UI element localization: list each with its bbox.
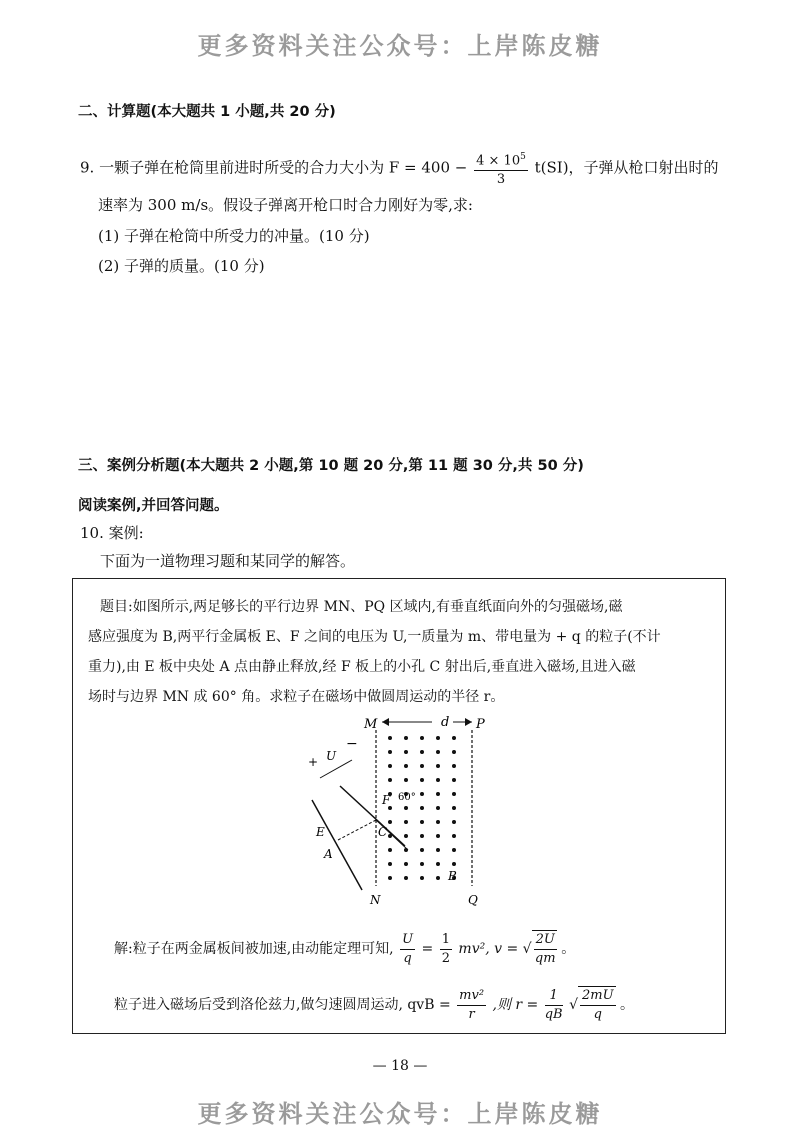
- magnetic-field-dots: [388, 736, 456, 880]
- solution1-frac2-num: 1: [440, 931, 452, 950]
- question9-frac-exp: 5: [520, 152, 526, 162]
- solution2-sqrt-den: q: [593, 1007, 602, 1022]
- field-dot: [420, 778, 424, 782]
- field-dot: [436, 806, 440, 810]
- label-B: B: [448, 869, 457, 883]
- section3-heading: 三、案例分析题(本大题共 2 小题,第 10 题 20 分,第 11 题 30 分,共 50 分): [78, 458, 584, 474]
- field-dot: [452, 806, 456, 810]
- field-dot: [436, 820, 440, 824]
- solution1-frac1-den: q: [403, 950, 412, 966]
- solution1-mid: mv², v =: [458, 941, 519, 957]
- solution2-frac-num: mv²: [457, 987, 486, 1006]
- field-dot: [404, 764, 408, 768]
- solution2-sqrt-sign: √: [569, 997, 578, 1013]
- solution1-frac1-num: U: [400, 931, 415, 950]
- field-dot: [452, 750, 456, 754]
- field-dot: [388, 848, 392, 852]
- question9-fraction: [474, 148, 528, 189]
- label-A: A: [324, 847, 333, 861]
- label-angle: 60°: [398, 792, 416, 803]
- field-dot: [452, 834, 456, 838]
- field-dot: [404, 778, 408, 782]
- solution2-frac2-den: qB: [544, 1006, 563, 1022]
- field-dot: [420, 750, 424, 754]
- question9-prefix: 9. 一颗子弹在枪筒里前进时所受的合力大小为 F = 400 −: [80, 158, 468, 177]
- field-dot: [388, 820, 392, 824]
- field-dot: [452, 820, 456, 824]
- solution2-sqrt: [578, 986, 616, 1024]
- field-dot: [420, 876, 424, 880]
- label-N: N: [370, 893, 381, 907]
- field-dot: [404, 750, 408, 754]
- solution1-sqrt-num: 2U: [534, 931, 557, 950]
- label-plus: +: [308, 755, 319, 769]
- section2-heading: 二、计算题(本大题共 1 小题,共 20 分): [78, 104, 336, 120]
- solution-line1: [114, 930, 575, 968]
- field-dot: [420, 848, 424, 852]
- instruction: 阅读案例,并回答问题。: [78, 498, 229, 514]
- field-dot: [404, 820, 408, 824]
- field-dot: [404, 736, 408, 740]
- field-dot: [420, 862, 424, 866]
- solution1-frac2-den: 2: [441, 950, 450, 966]
- solution2-frac2-num: 1: [545, 987, 563, 1006]
- field-dot: [452, 862, 456, 866]
- field-dot: [436, 848, 440, 852]
- field-dot: [436, 736, 440, 740]
- problem-line2: 感应强度为 B,两平行金属板 E、F 之间的电压为 U,一质量为 m、带电量为 + q 的粒子(不计: [88, 629, 661, 645]
- solution2-prefix: 粒子进入磁场后受到洛伦兹力,做匀速圆周运动, qvB =: [114, 997, 451, 1013]
- solution1-end: 。: [561, 941, 576, 957]
- page-number: — 18 —: [372, 1058, 428, 1074]
- field-dot: [436, 834, 440, 838]
- problem-line4: 场时与边界 MN 成 60° 角。求粒子在磁场中做圆周运动的半径 r。: [88, 689, 505, 705]
- solution1-frac2: [440, 931, 452, 968]
- field-dot: [388, 862, 392, 866]
- field-dot: [420, 736, 424, 740]
- solution-line2: [114, 986, 634, 1024]
- plate-E: [312, 800, 362, 890]
- d-arrowhead-right: [465, 718, 472, 726]
- field-dot: [436, 876, 440, 880]
- field-dot: [388, 876, 392, 880]
- physics-diagram: [290, 708, 520, 908]
- field-dot: [420, 792, 424, 796]
- label-C: C: [378, 825, 388, 839]
- field-dot: [436, 778, 440, 782]
- solution1-sqrt-den: qm: [534, 951, 556, 966]
- label-M: M: [364, 717, 378, 732]
- field-dot: [404, 876, 408, 880]
- solution1-frac1: [400, 931, 415, 968]
- question10-intro: 下面为一道物理习题和某同学的解答。: [100, 552, 356, 570]
- label-Q: Q: [468, 893, 478, 907]
- solution2-sqrt-num: 2mU: [580, 987, 616, 1006]
- field-dot: [388, 764, 392, 768]
- field-dot: [452, 848, 456, 852]
- solution1-eq: =: [421, 941, 434, 957]
- field-dot: [452, 778, 456, 782]
- question9-line2: 速率为 300 m/s。假设子弹离开枪口时合力刚好为零,求:: [98, 196, 473, 214]
- solution2-mid: ,则 r =: [492, 997, 539, 1013]
- question9-suffix: t(SI)，子弹从枪口射出时的: [534, 158, 719, 177]
- plate-F: [340, 786, 405, 846]
- problem-line1: 题目:如图所示,两足够长的平行边界 MN、PQ 区域内,有垂直纸面向外的匀强磁场,磁: [100, 599, 623, 615]
- label-P: P: [476, 717, 485, 732]
- solution1-sqrt: [532, 930, 557, 968]
- label-minus: −: [346, 736, 358, 752]
- field-dot: [388, 778, 392, 782]
- solution1-sqrt-sign: √: [522, 941, 532, 957]
- field-dot: [436, 764, 440, 768]
- d-arrowhead-left: [382, 718, 389, 726]
- field-dot: [452, 736, 456, 740]
- question10-label: 10. 案例:: [80, 524, 144, 542]
- solution2-frac2: [545, 987, 563, 1024]
- label-d: d: [441, 715, 450, 730]
- question9-part2: (2) 子弹的质量。(10 分): [98, 257, 265, 275]
- field-dot: [436, 792, 440, 796]
- field-dot: [436, 862, 440, 866]
- field-dot: [388, 750, 392, 754]
- solution2-frac-den: r: [468, 1006, 475, 1022]
- field-dot: [388, 736, 392, 740]
- field-dot: [404, 806, 408, 810]
- question9-frac-num: 4 × 10: [476, 153, 521, 169]
- label-F: F: [382, 793, 391, 807]
- field-dot: [436, 750, 440, 754]
- field-dot: [420, 834, 424, 838]
- field-dot: [420, 820, 424, 824]
- question9-part1: (1) 子弹在枪筒中所受力的冲量。(10 分): [98, 227, 370, 245]
- field-dot: [452, 764, 456, 768]
- field-dot: [420, 806, 424, 810]
- field-dot: [420, 764, 424, 768]
- field-dot: [452, 792, 456, 796]
- field-dot: [404, 834, 408, 838]
- question9-frac-den: 3: [496, 172, 506, 188]
- solution2-end: 。: [620, 997, 634, 1013]
- particle-path-plates: [338, 820, 376, 840]
- question9-line1: [80, 148, 719, 189]
- watermark-top: 更多资料关注公众号：上岸陈皮糖: [197, 32, 603, 60]
- solution2-frac: [457, 987, 486, 1024]
- label-U: U: [326, 749, 337, 763]
- problem-line3: 重力),由 E 板中央处 A 点由静止释放,经 F 板上的小孔 C 射出后,垂直进入磁场,且进入磁: [88, 659, 636, 675]
- field-dot: [404, 862, 408, 866]
- solution1-prefix: 解:粒子在两金属板间被加速,由动能定理可知,: [114, 941, 394, 957]
- watermark-bottom: 更多资料关注公众号：上岸陈皮糖: [197, 1100, 603, 1128]
- label-E: E: [316, 825, 325, 839]
